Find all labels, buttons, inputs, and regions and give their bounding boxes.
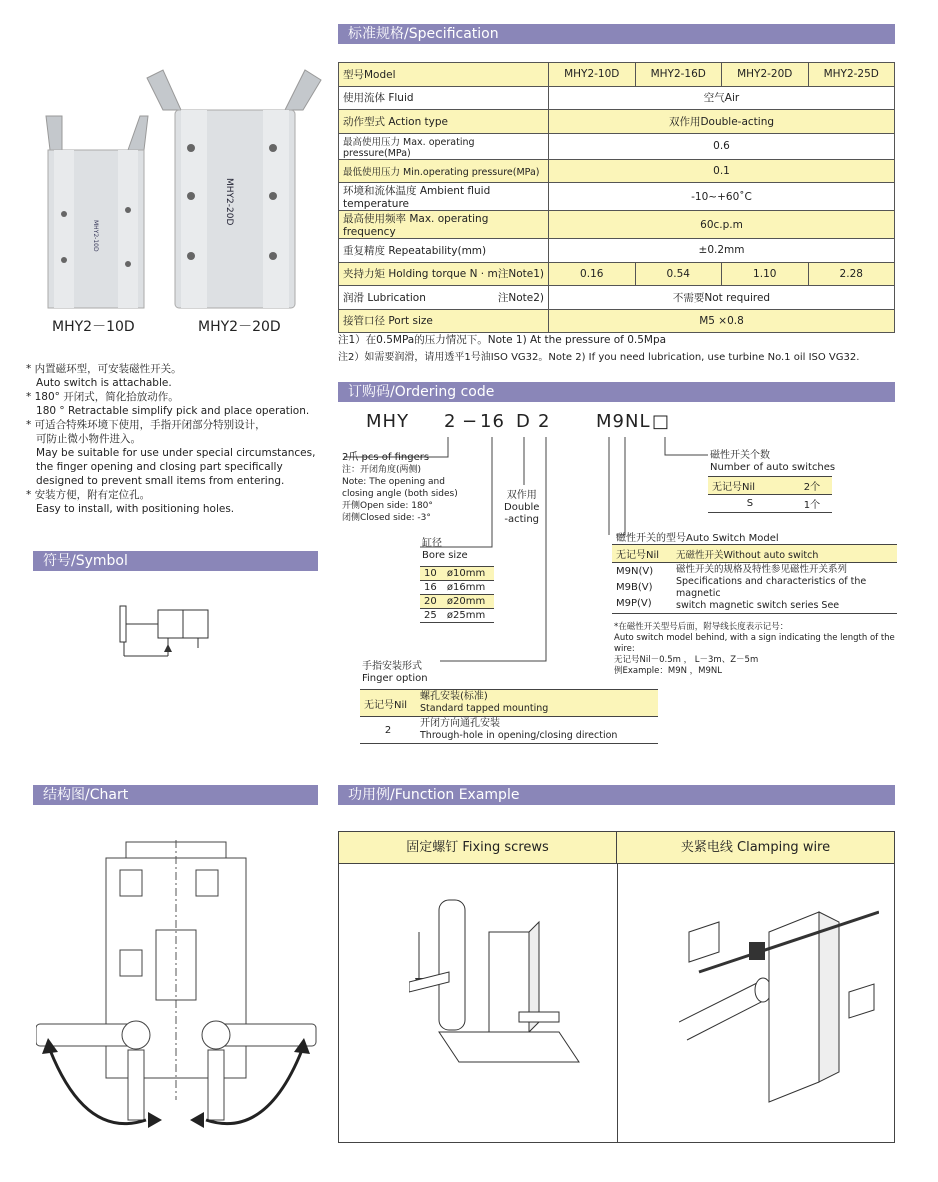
wire-line: 无记号Nil－0.5m ， L－3m、Z－5m	[614, 655, 759, 665]
feature-line: * 可适合特殊环境下使用，手指开闭部分特别设计，	[26, 419, 266, 431]
option-desc-en: Through-hole in opening/closing direction	[420, 730, 618, 741]
wire-line: 例Example：M9N ，M9NL	[614, 666, 723, 676]
spec-label-text: 夹持力矩 Holding torque N · m	[343, 268, 498, 281]
symbol-section-bar: 符号/Symbol	[33, 551, 318, 571]
double-line: -acting	[504, 514, 540, 525]
spec-note-ref: 注Note2)	[497, 291, 544, 304]
product-label-right: MHY2－20D	[198, 319, 281, 335]
spec-row	[339, 183, 895, 211]
wire-line: Auto switch model behind, with a sign indicating the length of the wire:	[614, 633, 895, 654]
model-header: MHY2-20D	[722, 63, 809, 87]
double-acting-label	[504, 490, 539, 526]
fingers-note-line: 开侧Open side: 180°	[342, 501, 433, 511]
spec-header-row	[339, 63, 895, 87]
spec-notes	[338, 332, 938, 366]
spec-label: 最低使用压力 Min.operating pressure(MPa)	[339, 159, 549, 183]
spec-value: -10~+60˚C	[549, 183, 895, 211]
order-code	[366, 411, 696, 437]
code-switch: M9NL	[596, 411, 651, 432]
spec-value: 0.6	[549, 133, 895, 159]
spec-label: 动作型式 Action type	[339, 110, 549, 134]
feature-line: * 内置磁环型，可安装磁性开关。	[26, 363, 182, 375]
function-divider	[617, 864, 618, 1142]
auto-desc-line: 磁性开关的规格及特性参见磁性开关系列	[676, 564, 848, 575]
count-row	[708, 477, 832, 495]
spec-value: 双作用Double-acting	[549, 110, 895, 134]
option-desc-cn: 开闭方向通孔安装	[420, 718, 500, 729]
spec-value: M5 ×0.8	[549, 309, 895, 333]
bore-code: 20	[420, 595, 443, 609]
fingers-note-line: closing angle (both sides)	[342, 489, 458, 499]
feature-line: * 180° 开闭式，简化拾放动作。	[26, 391, 179, 403]
spec-header-label: 型号Model	[339, 63, 549, 87]
code-switch-count: □	[652, 411, 671, 432]
feature-line: the finger opening and closing part specifically	[26, 461, 283, 473]
count-value: 2个	[792, 477, 832, 495]
auto-switch-title: 磁性开关的型号Auto Switch Model	[616, 533, 779, 544]
feature-line: 180 ° Retractable simplify pick and place operation.	[26, 405, 310, 417]
spec-section-bar: 标准规格/Specification	[338, 24, 895, 44]
code-mhy: MHY	[366, 411, 410, 432]
bore-code: 25	[420, 609, 443, 623]
torque-value: 1.10	[722, 262, 809, 286]
model-header: MHY2-25D	[808, 63, 895, 87]
spec-label: 最高使用频率 Max. operating frequency	[339, 211, 549, 239]
bore-row	[420, 609, 494, 623]
option-desc-cn: 螺孔安装(标准)	[420, 691, 488, 702]
auto-model: M9B(V)	[616, 582, 653, 593]
product-photo-left	[40, 110, 150, 310]
spec-label-text: 润滑 Lubrication	[343, 291, 426, 304]
feature-line: Auto switch is attachable.	[26, 377, 172, 389]
option-code: 无记号Nil	[360, 690, 416, 717]
spec-value: 空气Air	[549, 86, 895, 110]
product-label-left: MHY2－10D	[52, 319, 135, 335]
double-line: 双作用	[506, 490, 537, 501]
function-head-right: 夹紧电线 Clamping wire	[617, 832, 894, 864]
spec-label: 使用流体 Fluid	[339, 86, 549, 110]
code-fingers: 2	[444, 411, 457, 432]
auto-switch-table	[612, 544, 897, 614]
product-photo-right	[145, 68, 325, 310]
spec-row	[339, 211, 895, 239]
svg-text:MHY2-20D: MHY2-20D	[224, 178, 234, 226]
spec-label	[339, 262, 549, 286]
spec-row	[339, 262, 895, 286]
function-section-bar: 功用例/Function Example	[338, 785, 895, 805]
bore-size: ø20mm	[443, 595, 494, 609]
spec-note: 注1）在0.5MPa的压力情况下。Note 1) At the pressure of 0.5Mpa	[338, 334, 667, 346]
auto-models	[612, 563, 672, 614]
finger-option-row	[360, 717, 658, 744]
torque-value: 0.54	[635, 262, 722, 286]
chart-section-bar: 结构图/Chart	[33, 785, 318, 805]
spec-label: 接管口径 Port size	[339, 309, 549, 333]
spec-label	[339, 286, 549, 310]
spec-row	[339, 309, 895, 333]
switch-count-table	[708, 476, 832, 513]
feature-line: May be suitable for use under special circumstances,	[26, 447, 316, 459]
gripper-20d-illustration	[145, 68, 325, 310]
count-code: 无记号Nil	[708, 477, 792, 495]
count-code: S	[708, 495, 792, 513]
bore-title-en: Bore size	[422, 550, 468, 561]
code-action: D	[516, 411, 531, 432]
spec-note-ref: 注Note1)	[497, 268, 544, 281]
bore-row	[420, 567, 494, 581]
auto-desc-line: switch magnetic switch series See	[676, 600, 840, 611]
auto-desc-line: Specifications and characteristics of the magnetic	[676, 576, 867, 599]
bore-table	[420, 566, 494, 623]
feature-list	[26, 362, 326, 516]
feature-line: 可防止微小物件进入。	[26, 433, 142, 445]
bore-size: ø16mm	[443, 581, 494, 595]
count-row	[708, 495, 832, 513]
auto-model-desc	[672, 563, 897, 614]
spec-row	[339, 286, 895, 310]
fixing-screws-illustration	[409, 892, 589, 1112]
auto-code: 无记号Nil	[612, 545, 672, 563]
bore-row	[420, 581, 494, 595]
auto-desc: 无磁性开关Without auto switch	[672, 545, 897, 563]
code-bore: 16	[480, 411, 505, 432]
spec-value: 60c.p.m	[549, 211, 895, 239]
spec-table	[338, 62, 895, 333]
count-title-en: Number of auto switches	[710, 462, 836, 473]
spec-row	[339, 239, 895, 263]
fingers-note-line: 注：开闭角度(两侧)	[342, 465, 422, 475]
feature-line: * 安装方便，附有定位孔。	[26, 489, 151, 501]
finger-option-en: Finger option	[362, 673, 428, 684]
count-value: 1个	[792, 495, 832, 513]
bore-size: ø10mm	[443, 567, 494, 581]
count-title-cn: 磁性开关个数	[710, 450, 770, 461]
bore-size: ø25mm	[443, 609, 494, 623]
fingers-note-line: 闭侧Closed side: -3°	[342, 513, 431, 523]
svg-text:MHY2-10D: MHY2-10D	[92, 220, 99, 252]
clamping-wire-illustration	[679, 892, 879, 1112]
option-desc	[416, 690, 658, 717]
option-desc	[416, 717, 658, 744]
model-header: MHY2-16D	[635, 63, 722, 87]
bore-code: 10	[420, 567, 443, 581]
wire-line: *在磁性开关型号后面，附导线长度表示记号：	[614, 622, 789, 632]
gripper-10d-illustration	[40, 110, 150, 310]
switch-count-title	[710, 450, 835, 474]
fingers-note-line: Note: The opening and	[342, 477, 445, 487]
code-dash: −	[462, 411, 479, 432]
bore-title-cn: 缸径	[422, 538, 442, 549]
bore-row	[420, 595, 494, 609]
option-desc-en: Standard tapped mounting	[420, 703, 549, 714]
spec-row	[339, 86, 895, 110]
finger-option-table	[360, 689, 658, 744]
model-header: MHY2-10D	[549, 63, 636, 87]
auto-nil-row	[612, 545, 897, 563]
spec-row	[339, 159, 895, 183]
spec-note: 注2）如需要润滑，请用透平1号油ISO VG32。Note 2) If you need lubrication, use turbine No.1 oil ISO VG32.	[338, 352, 860, 363]
structure-drawing	[36, 840, 326, 1140]
cylinder-symbol-icon	[110, 598, 220, 668]
spec-label: 最高使用压力 Max. operating pressure(MPa)	[339, 133, 549, 159]
fingers-title: 2爪 pcs of fingers	[342, 452, 430, 463]
spec-value: 0.1	[549, 159, 895, 183]
function-head-left: 固定螺钉 Fixing screws	[339, 832, 617, 864]
torque-value: 0.16	[549, 262, 636, 286]
wire-note	[614, 622, 914, 677]
finger-option-row	[360, 690, 658, 717]
finger-option-cn: 手指安装形式	[362, 661, 422, 672]
auto-model: M9P(V)	[616, 598, 652, 609]
spec-value: ±0.2mm	[549, 239, 895, 263]
spec-row	[339, 133, 895, 159]
function-example-frame	[338, 831, 895, 1143]
bore-title	[422, 538, 468, 562]
fingers-note	[342, 452, 502, 524]
finger-option-title	[362, 661, 428, 685]
spec-value: 不需要Not required	[549, 286, 895, 310]
order-section-bar: 订购码/Ordering code	[338, 382, 895, 402]
torque-value: 2.28	[808, 262, 895, 286]
pneumatic-symbol	[110, 598, 220, 672]
spec-row	[339, 110, 895, 134]
feature-line: designed to prevent small items from entering.	[26, 475, 285, 487]
option-code: 2	[360, 717, 416, 744]
feature-line: Easy to install, with positioning holes.	[26, 503, 235, 515]
spec-label: 环境和流体温度 Ambient fluid temperature	[339, 183, 549, 211]
spec-label: 重复精度 Repeatability(mm)	[339, 239, 549, 263]
auto-model: M9N(V)	[616, 566, 654, 577]
double-line: Double	[504, 502, 540, 513]
code-finger-option: 2	[538, 411, 551, 432]
bore-code: 16	[420, 581, 443, 595]
auto-model-row	[612, 563, 897, 614]
